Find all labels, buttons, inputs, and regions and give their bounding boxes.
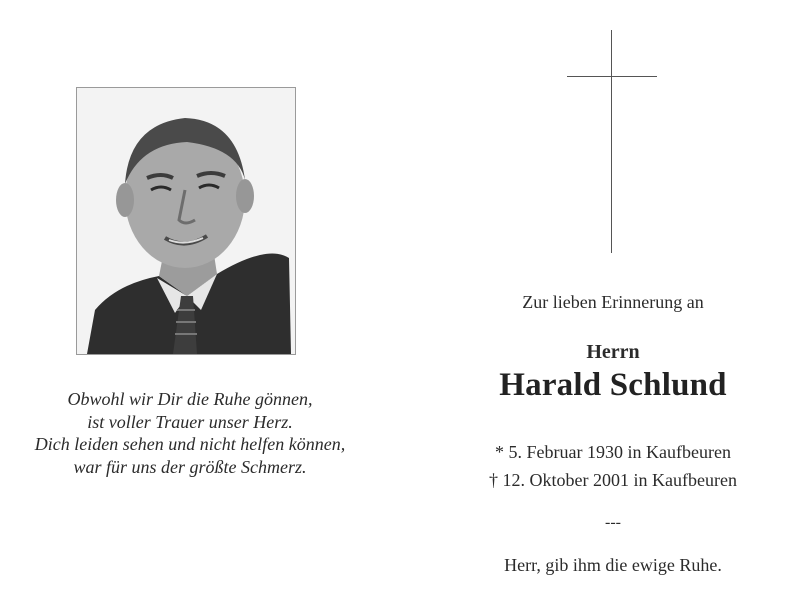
portrait-photo (76, 87, 296, 355)
cross-vertical-bar (611, 30, 612, 253)
birth-date: * 5. Februar 1930 in Kaufbeuren (495, 442, 731, 462)
poem-line: Obwohl wir Dir die Ruhe gönnen, (67, 389, 313, 409)
poem-line: Dich leiden sehen und nicht helfen können, (34, 434, 346, 454)
portrait-photo-icon (77, 88, 295, 354)
memorial-intro: Zur lieben Erinnerung an (522, 292, 704, 312)
poem (0, 388, 380, 478)
poem-line: ist voller Trauer unser Herz. (87, 411, 293, 432)
memorial-salutation: Herrn (586, 341, 640, 363)
cross-horizontal-bar (567, 76, 657, 77)
closing-prayer: Herr, gib ihm die ewige Ruhe. (504, 555, 722, 575)
divider: --- (605, 514, 621, 531)
deceased-name: Harald Schlund (499, 367, 727, 403)
poem-line: war für uns der größte Schmerz. (73, 456, 307, 477)
death-date: † 12. Oktober 2001 in Kaufbeuren (489, 470, 737, 490)
